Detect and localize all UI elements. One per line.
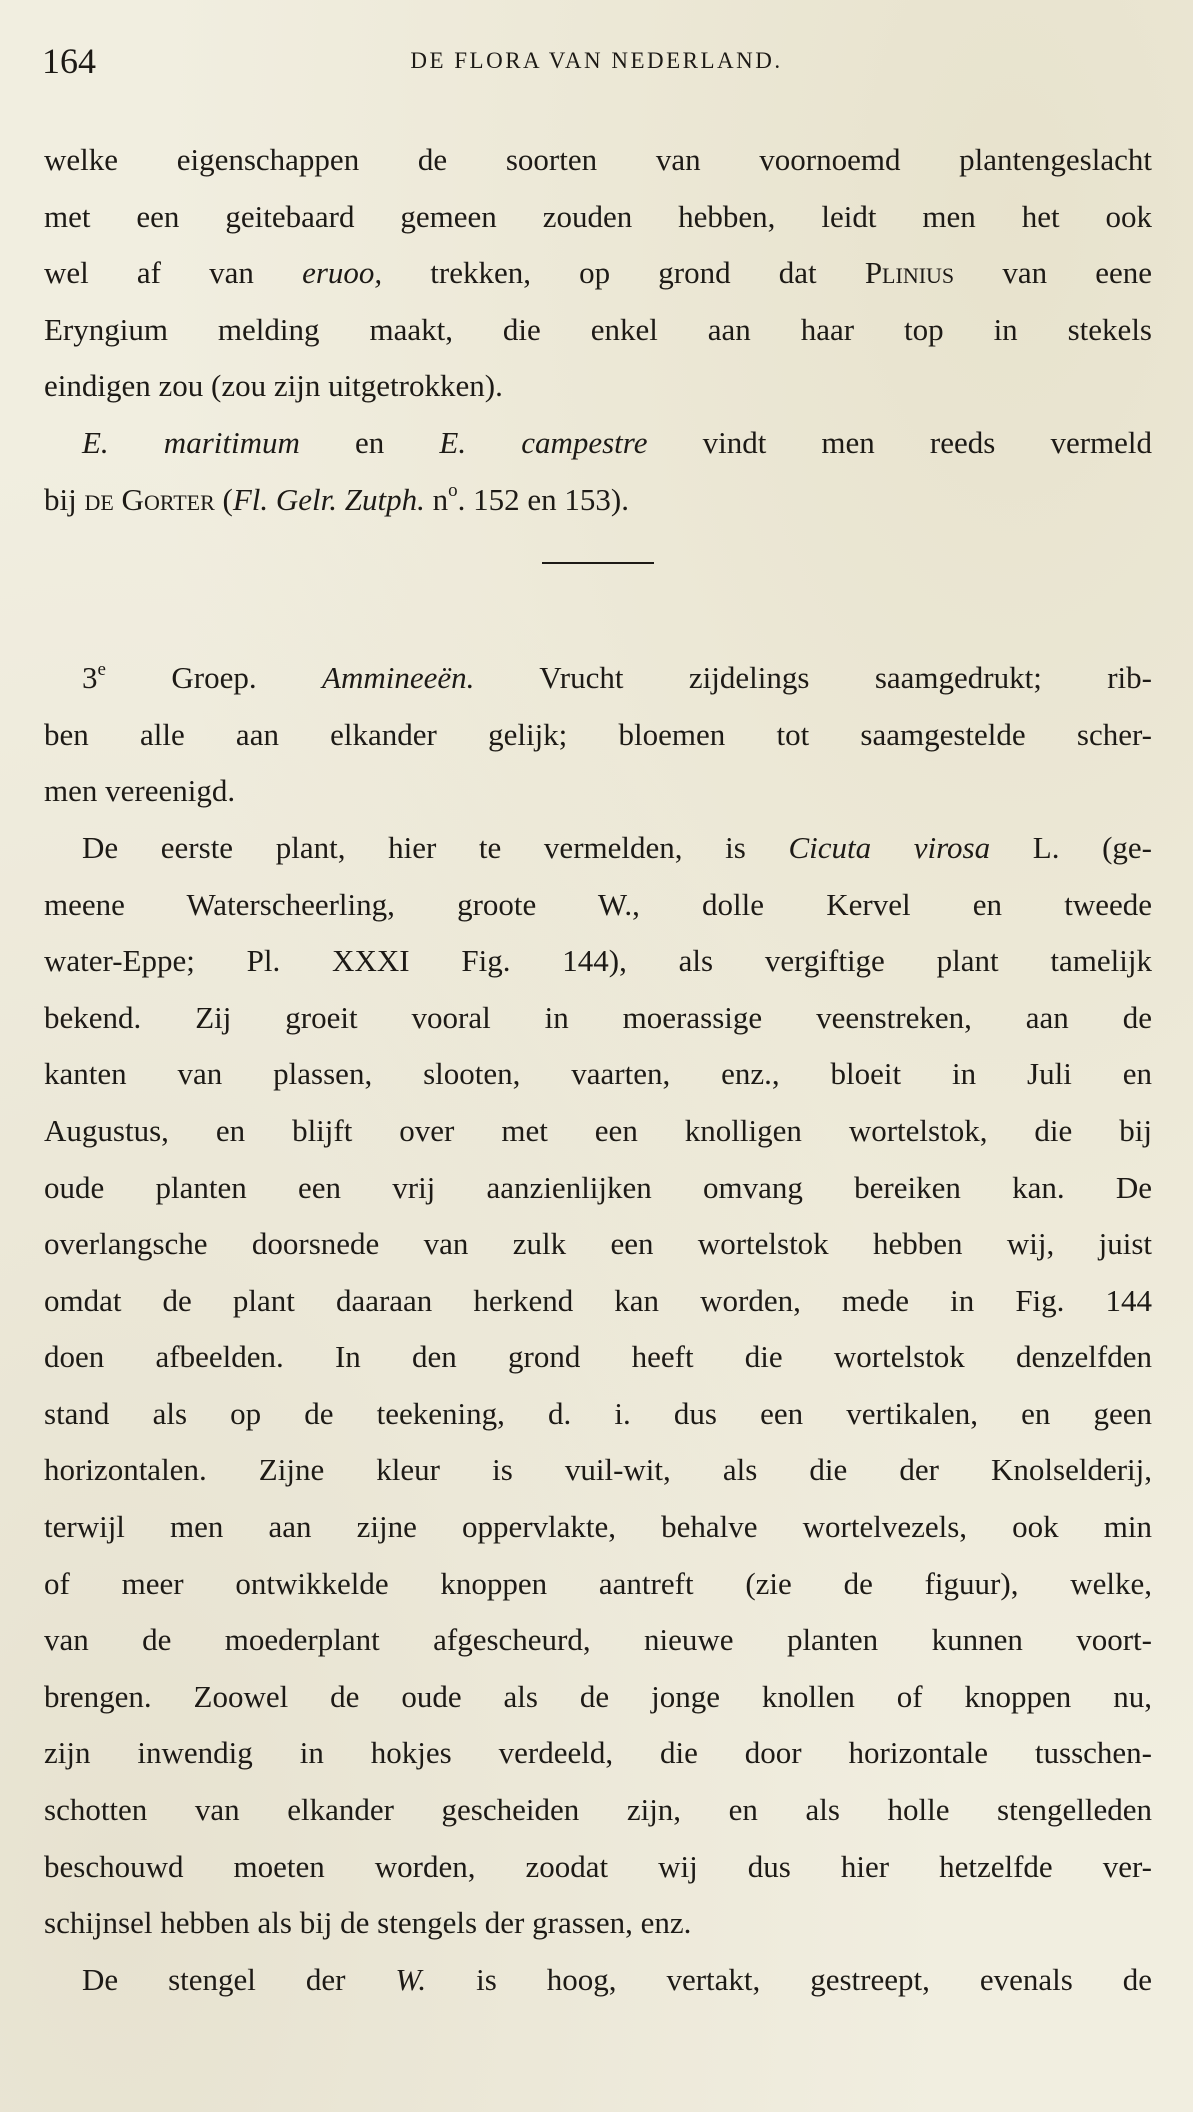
text-line: kanten van plassen, slooten, vaarten, enz., bloeit in Juli en — [44, 1056, 1152, 1092]
species-name: E. campestre — [439, 424, 648, 460]
text-line: De stengel der W. is hoog, vertakt, gestreept, evenals de — [82, 1961, 1153, 1997]
text-line: welke eigenschappen de soorten van voornoemd plantengeslacht — [44, 142, 1152, 177]
paragraph-cicuta — [44, 820, 1152, 1952]
text-line: De eerste plant, hier te vermelden, is Cicuta virosa L. (ge- — [82, 829, 1152, 865]
greek-word: eruoo, — [302, 255, 383, 291]
species-name: Cicuta virosa — [788, 829, 991, 865]
text-line: men vereenigd. — [44, 773, 236, 809]
body-text — [44, 132, 1152, 2008]
text-line: E. maritimum en E. campestre vindt men reeds vermeld — [82, 424, 1153, 460]
text-line: Augustus, en blijft over met een knolligen wortelstok, die bij — [44, 1112, 1152, 1148]
text-line: omdat de plant daaraan herkend kan worden, mede in Fig. 144 — [44, 1282, 1152, 1318]
author-name: Plinius — [864, 255, 955, 291]
text-line: stand als op de teekening, d. i. dus een vertikalen, en geen — [44, 1395, 1152, 1431]
text-line: bij de Gorter (Fl. Gelr. Zutph. $n^o$. 152 en 153). — [44, 480, 629, 517]
text-line: schotten van elkander gescheiden zijn, en als holle stengelleden — [44, 1792, 1152, 1828]
paragraph-continuation — [44, 132, 1152, 415]
page-number: 164 — [42, 41, 96, 81]
text-line: beschouwd moeten worden, zoodat wij dus hier hetzelfde ver- — [44, 1848, 1152, 1884]
text-line: ben alle aan elkander gelijk; bloemen tot saamgestelde scher- — [44, 716, 1152, 752]
citation-title: Fl. Gelr. Zutph. — [232, 481, 425, 517]
paragraph-stem — [44, 1952, 1152, 2009]
page-header — [42, 34, 1151, 90]
running-head: DE FLORA VAN NEDERLAND. — [410, 48, 783, 73]
text-line: wel af van eruoo, trekken, op grond dat Plinius van eene — [44, 255, 1153, 291]
text-line: terwijl men aan zijne oppervlakte, behalve wortelvezels, ook min — [44, 1509, 1152, 1545]
text-line: oude planten een vrij aanzienlijken omvang bereiken kan. De — [44, 1169, 1152, 1205]
text-line: 3e Groep. Ammineeën. Vrucht zijdelings saamgedrukt; rib- — [82, 658, 1152, 696]
author-name: de Gorter — [84, 481, 215, 517]
text-line: overlangsche doorsnede van zulk een wortelstok hebben wij, juist — [44, 1226, 1152, 1262]
text-line: zijn inwendig in hokjes verdeeld, die door horizontale tusschen- — [44, 1735, 1152, 1771]
abbreviation: W. — [395, 1961, 427, 1997]
text-line: water-Eppe; Pl. XXXI Fig. 144), als vergiftige plant tamelijk — [44, 943, 1152, 979]
text-line: eindigen zou (zou zijn uitgetrokken). — [44, 368, 503, 404]
text-line: bekend. Zij groeit vooral in moerassige veenstreken, aan de — [44, 999, 1152, 1035]
text-line: Eryngium melding maakt, die enkel aan haar top in stekels — [44, 311, 1152, 347]
species-name: E. maritimum — [82, 424, 300, 460]
text-line: of meer ontwikkelde knoppen aantreft (zie de figuur), welke, — [44, 1565, 1152, 1601]
paragraph-group-heading — [44, 650, 1152, 820]
section-divider — [542, 562, 654, 564]
text-line: van de moederplant afgescheurd, nieuwe planten kunnen voort- — [44, 1622, 1152, 1658]
text-line: doen afbeelden. In den grond heeft die wortelstok denzelfden — [44, 1339, 1152, 1375]
paragraph-species-reference — [44, 415, 1152, 528]
text-line: met een geitebaard gemeen zouden hebben, leidt men het ook — [44, 198, 1152, 234]
group-name: Ammineeën. — [322, 660, 475, 696]
text-line: brengen. Zoowel de oude als de jonge knollen of knoppen nu, — [44, 1678, 1152, 1714]
text-line: meene Waterscheerling, groote W., dolle Kervel en tweede — [44, 886, 1152, 922]
text-line: schijnsel hebben als bij de stengels der grassen, enz. — [44, 1905, 692, 1941]
text-line: horizontalen. Zijne kleur is vuil-wit, als die der Knolselderij, — [44, 1452, 1152, 1488]
